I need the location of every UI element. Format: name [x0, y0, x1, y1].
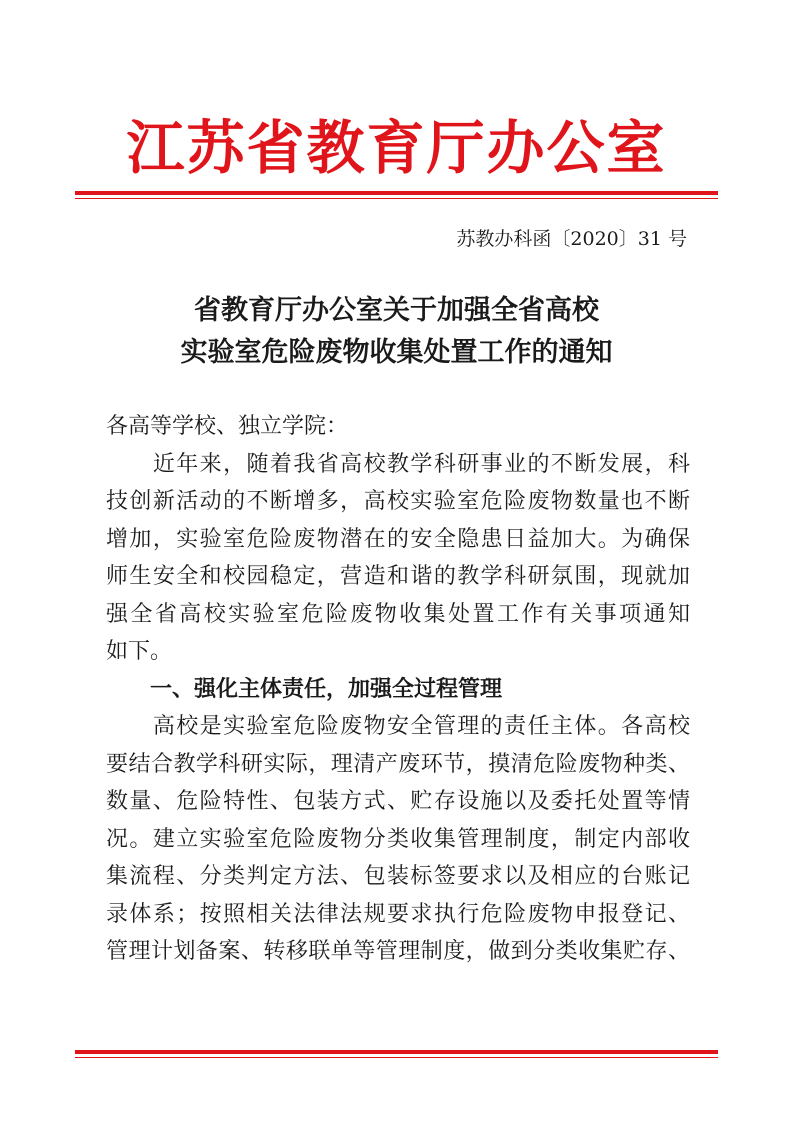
body-line: 高校是实验室危险废物安全管理的责任主体。各高校	[106, 714, 690, 739]
document-body	[106, 408, 690, 971]
body-line: 数量、危险特性、包装方式、贮存设施以及委托处置等情	[106, 789, 690, 814]
top-red-rule-thick	[75, 191, 718, 195]
body-line: 管理计划备案、转移联单等管理制度，做到分类收集贮存、	[106, 939, 690, 964]
document-number: 苏教办科函〔2020〕31 号	[456, 228, 687, 250]
body-line: 强全省高校实验室危险废物收集处置工作有关事项通知	[106, 601, 690, 627]
body-line: 技创新活动的不断增多，高校实验室危险废物数量也不断	[106, 489, 690, 514]
document-title-line-2: 实验室危险废物收集处置工作的通知	[180, 337, 613, 368]
section-heading-1: 一、强化主体责任，加强全过程管理	[106, 676, 503, 702]
body-line: 近年来，随着我省高校教学科研事业的不断发展，科	[106, 451, 690, 477]
body-line: 增加，实验室危险废物潜在的安全隐患日益加大。为确保	[106, 526, 690, 552]
body-line: 况。建立实验室危险废物分类收集管理制度，制定内部收	[106, 826, 690, 852]
body-line: 要结合教学科研实际，理清产废环节，摸清危险废物种类、	[106, 751, 690, 777]
body-line: 录体系；按照相关法律法规要求执行危险废物申报登记、	[106, 901, 690, 927]
top-red-rule-thin	[75, 198, 718, 199]
body-line: 如下。	[106, 639, 173, 664]
bottom-red-rule-thin	[75, 1057, 718, 1058]
document-title-line-1: 省教育厅办公室关于加强全省高校	[194, 295, 599, 326]
bottom-red-rule-thick	[75, 1050, 718, 1054]
body-line: 师生安全和校园稳定，营造和谐的教学科研氛围，现就加	[106, 564, 690, 589]
salutation: 各高等学校、独立学院：	[106, 414, 349, 439]
body-line: 集流程、分类判定方法、包装标签要求以及相应的台账记	[106, 864, 690, 889]
issuer-masthead: 江苏省教育厅办公室	[126, 114, 667, 182]
